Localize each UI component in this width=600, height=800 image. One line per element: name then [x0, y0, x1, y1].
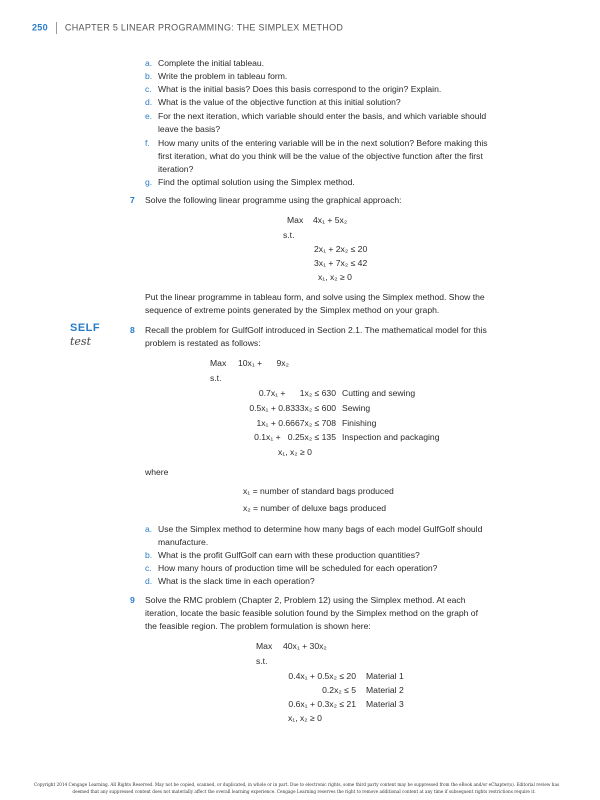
q6g-text: Find the optimal solution using the Simplex method.: [158, 177, 355, 187]
q8-objective: 10x₁ + 9x₂: [238, 358, 289, 368]
q8-number: 8: [130, 325, 135, 335]
q6b-text: Write the problem in tableau form.: [158, 71, 288, 81]
q8a-text-line1: Use the Simplex method to determine how many bags of each model GulfGolf should: [158, 524, 483, 534]
q6f-letter: f.: [145, 138, 150, 148]
q8-text-line2: problem is restated as follows:: [145, 338, 261, 348]
q8-def-x1: x₁ = number of standard bags produced: [243, 486, 394, 496]
copyright-line1: Copyright 2014 Cengage Learning. All Rights Reserved. May not be copied, scanned, or duplicated, in whole or in part. Due to electronic rights, some third party content may be suppressed from the eBook and/or eChapter(s). Editorial review has: [34, 782, 560, 787]
copyright-notice: [34, 781, 574, 795]
q8b-letter: b.: [145, 550, 153, 560]
q8-constraint-4: 0.1x₁ + 0.25x₂ ≤ 135: [254, 432, 336, 442]
q9-text-line3: the feasible region. The problem formulation is shown here:: [145, 621, 371, 631]
q8a-text-line2: manufacture.: [158, 537, 209, 547]
q7-constraint-1: 2x₁ + 2x₂ ≤ 20: [314, 244, 368, 254]
q8-constraint-3-label: Finishing: [342, 418, 377, 428]
q6e-text-line2: leave the basis?: [158, 124, 221, 134]
q8-text-line1: Recall the problem for GulfGolf introduced in Section 2.1. The mathematical model for this: [145, 325, 487, 335]
q8-st: s.t.: [210, 373, 222, 383]
self-test-label: SELF: [70, 322, 101, 334]
q9-constraint-3: 0.6x₁ + 0.3x₂ ≤ 21: [288, 699, 356, 709]
q8-constraint-4-label: Inspection and packaging: [342, 432, 440, 442]
q7-after-line2: sequence of extreme points generated by the Simplex method on your graph.: [145, 305, 440, 315]
q7-st: s.t.: [283, 230, 295, 240]
q9-objective: 40x₁ + 30x₂: [283, 641, 327, 651]
q8-max-label: Max: [210, 358, 227, 368]
q9-constraint-1: 0.4x₁ + 0.5x₂ ≤ 20: [288, 671, 356, 681]
q8-constraint-1: 0.7x₁ + 1x₂ ≤ 630: [258, 388, 336, 398]
q9-number: 9: [130, 595, 135, 605]
q6c-letter: c.: [145, 84, 152, 94]
q6a-letter: a.: [145, 58, 153, 68]
q7-objective: 4x₁ + 5x₂: [313, 215, 348, 225]
q7-number: 7: [130, 195, 135, 205]
q8c-text: How many hours of production time will be scheduled for each operation?: [158, 563, 438, 573]
q8-constraint-3: 1x₁ + 0.6667x₂ ≤ 708: [256, 418, 336, 428]
q7-max-label: Max: [287, 215, 304, 225]
q8a-letter: a.: [145, 524, 153, 534]
header-divider: [56, 22, 57, 34]
q6d-letter: d.: [145, 97, 153, 107]
q6c-text: What is the initial basis? Does this basis correspond to the origin? Explain.: [158, 84, 442, 94]
q9-text-line2: iteration, locate the basic feasible solution found by the Simplex method on the graph of: [145, 608, 478, 618]
q8-where: where: [145, 467, 169, 477]
q7-nonnegativity: x₁, x₂ ≥ 0: [318, 272, 352, 282]
q9-text-line1: Solve the RMC problem (Chapter 2, Problem 12) using the Simplex method. At each: [145, 595, 466, 605]
q6b-letter: b.: [145, 71, 153, 81]
q8d-text: What is the slack time in each operation?: [158, 576, 315, 586]
q9-constraint-1-label: Material 1: [366, 671, 404, 681]
q9-constraint-2: 0.2x₂ ≤ 5: [322, 685, 356, 695]
q6f-text-line3: iteration?: [158, 164, 194, 174]
q8b-text: What is the profit GulfGolf can earn with these production quantities?: [158, 550, 420, 560]
page-header: [32, 22, 343, 34]
q9-constraint-3-label: Material 3: [366, 699, 404, 709]
q7-after-line1: Put the linear programme in tableau form, and solve using the Simplex method. Show the: [145, 292, 485, 302]
q8-def-x2: x₂ = number of deluxe bags produced: [243, 503, 387, 513]
q9-constraint-2-label: Material 2: [366, 685, 404, 695]
q6f-text-line2: first iteration, what do you think will be the value of the objective function after the first: [158, 151, 483, 161]
q8d-letter: d.: [145, 576, 153, 586]
q6a-text: Complete the initial tableau.: [158, 58, 265, 68]
q6e-letter: e.: [145, 111, 153, 121]
q6e-text-line1: For the next iteration, which variable should enter the basis, and which variable should: [158, 111, 487, 121]
q6d-text: What is the value of the objective function at this initial solution?: [158, 97, 401, 107]
page-number: 250: [32, 22, 48, 33]
q6g-letter: g.: [145, 177, 153, 187]
self-test-sublabel: test: [70, 335, 91, 348]
q6f-text-line1: How many units of the entering variable will be in the next solution? Before making this: [158, 138, 488, 148]
q8-constraint-2: 0.5x₁ + 0.8333x₂ ≤ 600: [249, 403, 336, 413]
q8-constraint-2-label: Sewing: [342, 403, 371, 413]
q9-max-label: Max: [256, 641, 273, 651]
q8-constraint-1-label: Cutting and sewing: [342, 388, 416, 398]
copyright-line2: deemed that any suppressed content does not materially affect the overall learning experience. Cengage Learning reserves the right to remove additional content at any time if subsequent rights restrictions require it.: [72, 789, 536, 794]
chapter-title: CHAPTER 5 LINEAR PROGRAMMING: THE SIMPLEX METHOD: [64, 22, 344, 33]
q7-constraint-2: 3x₁ + 7x₂ ≤ 42: [314, 258, 368, 268]
q9-nonnegativity: x₁, x₂ ≥ 0: [288, 713, 322, 723]
q7-text: Solve the following linear programme using the graphical approach:: [145, 195, 402, 205]
q8c-letter: c.: [145, 563, 152, 573]
q8-nonnegativity: x₁, x₂ ≥ 0: [278, 447, 312, 457]
q9-st: s.t.: [256, 656, 268, 666]
